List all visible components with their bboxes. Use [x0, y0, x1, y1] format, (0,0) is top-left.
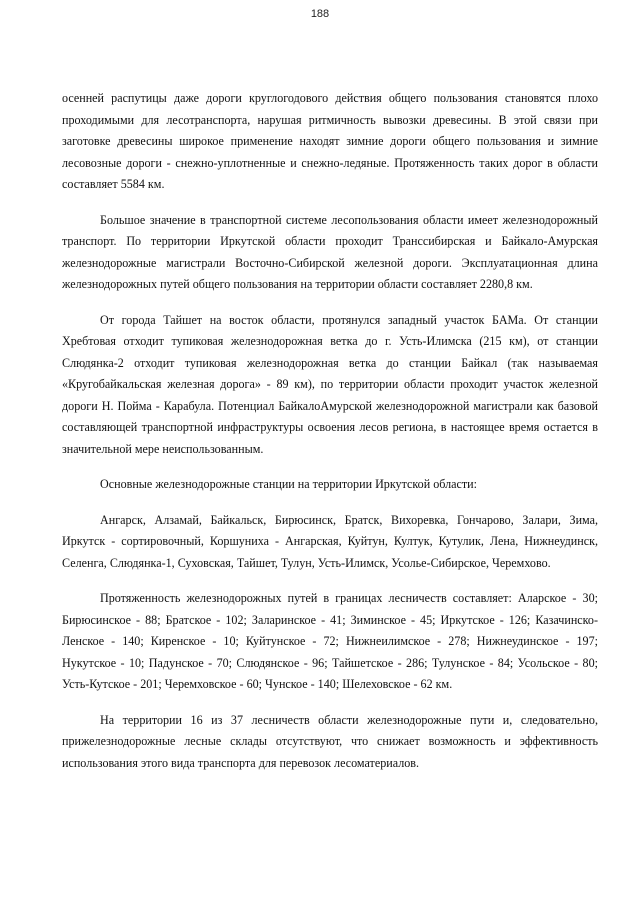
paragraph-forestry-lengths: Протяженность железнодорожных путей в границах лесничеств составляет: Аларское - 30; Бирюсинское - 88; Братское - 102; Заларинское - 41; Зиминское - 45; Иркутское - 126; Казачинско-Ленское - 140; Киренское - 10; Куйтунское - 72; Нижнеилимское - 278; Нижнеудинское - 197; Нукутское - 10; Падунское - 70; Слюдянское - 96; Тайшетское - 286; Тулунское - 84; Усольское - 80; Усть-Кутское - 201; Черемховское - 60; Чунское - 140; Шелеховское - 62 км. — [62, 591, 598, 691]
paragraph-winter-roads: осенней распутицы даже дороги круглогодового действия общего пользования становятся плохо проходимыми для лесотранспорта, нарушая ритмичность вывозки древесины. В этой связи при заготовке древесины широкое применение находят зимние дороги общего пользования и зимние лесовозные дороги - снежно-уплотненные и снежно-ледяные. Протяженность таких дорог в области составляет 5584 км. — [62, 91, 598, 191]
page-number: 188 — [310, 8, 330, 20]
paragraph-stations-list: Ангарск, Алзамай, Байкальск, Бирюсинск, Братск, Вихоревка, Гончарово, Залари, Зима, Иркутск - сортировочный, Коршуниха - Ангарская, Куйтун, Култук, Кутулик, Лена, Нижнеудинск, Селенга, Слюдянка-1, Суховская, Тайшет, Тулун, Усть-Илимск, Усолье-Сибирское, Черемхово. — [62, 512, 598, 570]
paragraph-bam-section: От города Тайшет на восток области, протянулся западный участок БАМа. От станции Хребтовая отходит тупиковая железнодорожная ветка до г. Усть-Илимска (215 км), от станции Слюдянка-2 отходит тупиковая железнодорожная ветка до станции Байкал (так называемая «Кругобайкальская железная дорога» - 89 км), по территории области проходит участок железной дороги Н. Пойма - Карабула. Потенциал БайкалоАмурской железнодорожной магистрали как базовой составляющей транспортной инфраструктуры освоения лесов региона, в настоящее время остается в значительной мере неиспользованным. — [62, 312, 598, 456]
paragraph-stations-heading: Основные железнодорожные станции на территории Иркутской области: — [100, 477, 477, 491]
document-body — [62, 88, 598, 788]
paragraph-railway-transport: Большое значение в транспортной системе лесопользования области имеет железнодорожный транспорт. По территории Иркутской области проходит Транссибирская и Байкало-Амурская железнодорожные магистрали Восточно-Сибирской железной дороги. Эксплуатационная длина железнодорожных путей общего пользования на территории области составляет 2280,8 км. — [62, 212, 598, 291]
paragraph-conclusion: На территории 16 из 37 лесничеств области железнодорожные пути и, следовательно, прижелезнодорожные лесные склады отсутствуют, что снижает возможность и эффективность использования этого вида транспорта для перевозок лесоматериалов. — [62, 712, 598, 770]
